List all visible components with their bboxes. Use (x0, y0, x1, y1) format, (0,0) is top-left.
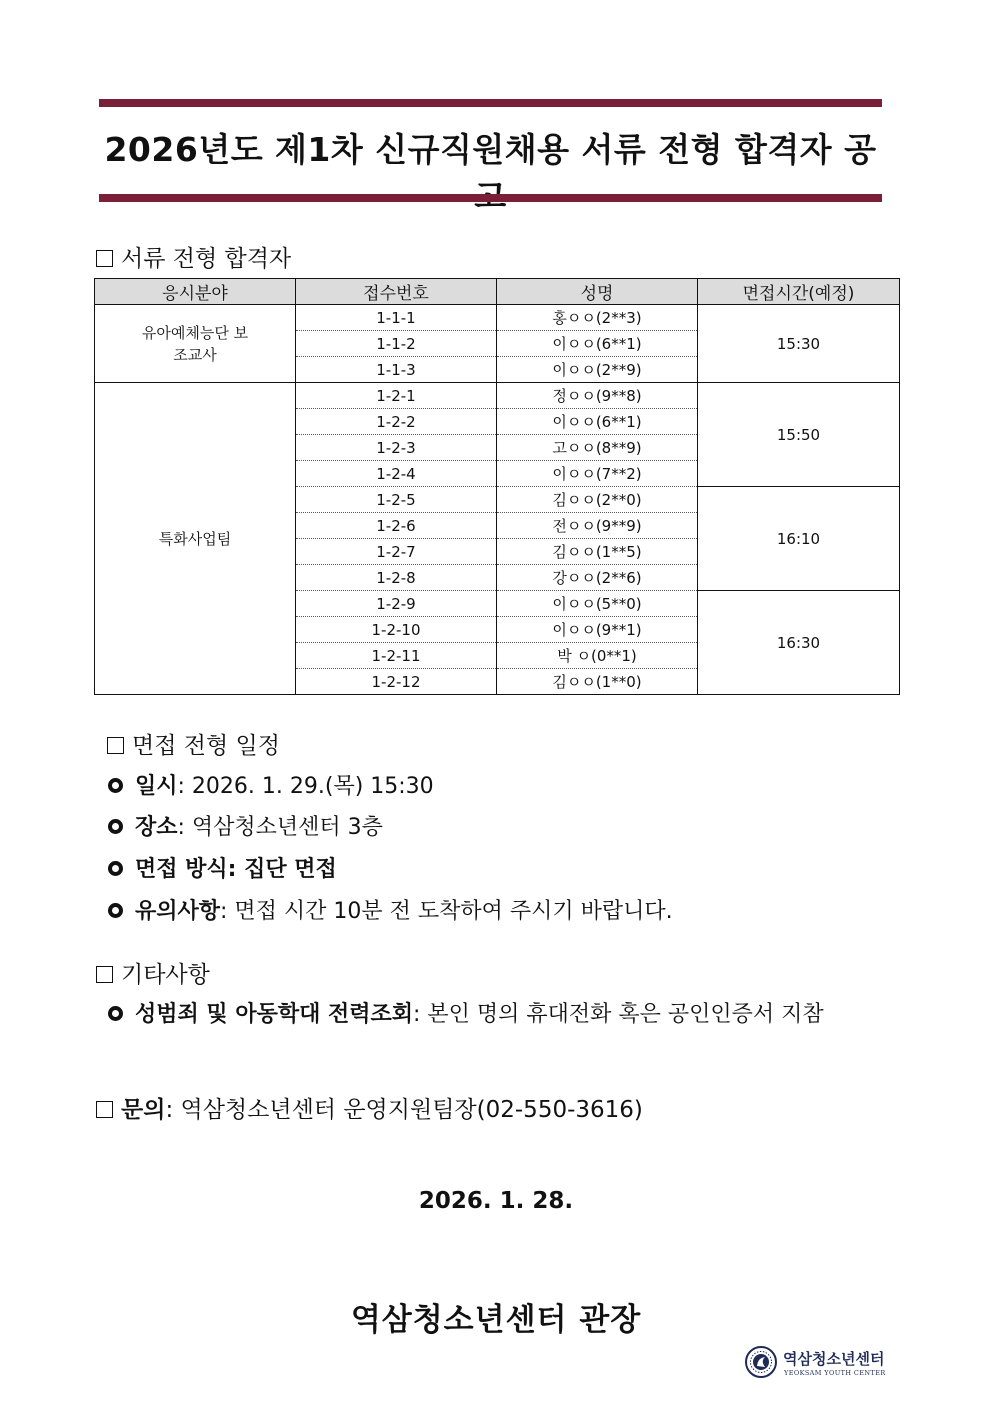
table-header-row (95, 279, 900, 305)
place-label: 장소 (135, 815, 178, 840)
number-cell: 1-2-1 (296, 383, 497, 409)
field-cell-special-projects: 특화사업팀 (95, 383, 296, 695)
header-field: 응시분야 (95, 279, 296, 305)
title-top-rule (99, 99, 882, 107)
contact-label: 문의 (121, 1097, 166, 1123)
time-cell: 15:30 (698, 305, 900, 383)
number-cell: 1-2-8 (296, 565, 497, 591)
number-cell: 1-2-2 (296, 409, 497, 435)
section-interview-label: 면접 전형 일정 (132, 733, 280, 759)
name-cell: 박 ㅇ(0**1) (497, 643, 698, 669)
date-value: : 2026. 1. 29.(목) 15:30 (177, 774, 434, 799)
name-cell: 정ㅇㅇ(9**8) (497, 383, 698, 409)
note-value: : 면접 시간 10분 전 도착하여 주시기 바랍니다. (220, 899, 673, 924)
checkbox-square-icon (96, 966, 113, 983)
number-cell: 1-2-4 (296, 461, 497, 487)
name-cell: 고ㅇㅇ(8**9) (497, 435, 698, 461)
ring-bullet-icon (108, 819, 123, 834)
name-cell: 이ㅇㅇ(6**1) (497, 331, 698, 357)
passers-table (94, 278, 900, 695)
name-cell: 김ㅇㅇ(1**0) (497, 669, 698, 695)
number-cell: 1-2-6 (296, 513, 497, 539)
number-cell: 1-1-1 (296, 305, 497, 331)
interview-date-item (108, 769, 434, 800)
center-emblem-icon (745, 1346, 777, 1378)
name-cell: 강ㅇㅇ(2**6) (497, 565, 698, 591)
page-title: 2026년도 제1차 신규직원채용 서류 전형 합격자 공 (104, 130, 877, 169)
background-check-value: : 본인 명의 휴대전화 혹은 공인인증서 지참 (413, 1002, 824, 1027)
name-cell: 홍ㅇㅇ(2**3) (497, 305, 698, 331)
time-cell: 16:30 (698, 591, 900, 695)
number-cell: 1-1-2 (296, 331, 497, 357)
note-label: 유의사항 (135, 899, 221, 924)
name-cell: 이ㅇㅇ(5**0) (497, 591, 698, 617)
time-cell: 15:50 (698, 383, 900, 487)
checkbox-square-icon (96, 1101, 113, 1118)
interview-note-item (108, 894, 673, 925)
table-row (95, 383, 900, 409)
number-cell: 1-2-10 (296, 617, 497, 643)
interview-place-item (108, 810, 383, 841)
ring-bullet-icon (108, 778, 123, 793)
number-cell: 1-2-3 (296, 435, 497, 461)
notice-date: 2026. 1. 28. (418, 1188, 574, 1214)
table-row (95, 305, 900, 331)
background-check-item (108, 997, 824, 1028)
contact-value: : 역삼청소년센터 운영지원팀장(02-550-3616) (165, 1097, 643, 1123)
header-name: 성명 (497, 279, 698, 305)
interview-method-item (108, 852, 337, 883)
field-cell-early-childhood (95, 305, 296, 383)
name-cell: 전ㅇㅇ(9**9) (497, 513, 698, 539)
name-cell: 김ㅇㅇ(1**5) (497, 539, 698, 565)
title-bottom-rule (99, 194, 882, 202)
checkbox-square-icon (96, 250, 113, 267)
signer-title: 역삼청소년센터 관장 (350, 1302, 642, 1338)
time-cell: 16:10 (698, 487, 900, 591)
place-value: : 역삼청소년센터 3층 (177, 815, 383, 840)
header-time: 면접시간(예정) (698, 279, 900, 305)
method-label: 면접 방식 (135, 857, 228, 882)
name-cell: 이ㅇㅇ(2**9) (497, 357, 698, 383)
date-label: 일시 (135, 774, 178, 799)
contact-line (96, 1091, 643, 1124)
background-check-label: 성범죄 및 아동학대 전력조회 (135, 1002, 414, 1027)
name-cell: 이ㅇㅇ(9**1) (497, 617, 698, 643)
name-cell: 이ㅇㅇ(7**2) (497, 461, 698, 487)
checkbox-square-icon (107, 737, 124, 754)
number-cell: 1-2-12 (296, 669, 497, 695)
name-cell: 김ㅇㅇ(2**0) (497, 487, 698, 513)
number-cell: 1-2-7 (296, 539, 497, 565)
ring-bullet-icon (108, 903, 123, 918)
method-value: : 집단 면접 (227, 857, 337, 882)
section-passers-label: 서류 전형 합격자 (121, 246, 292, 272)
section-etc-heading (96, 956, 210, 989)
logo-name: 역삼청소년센터 (783, 1350, 885, 1368)
field-text: 유아예체능단 보조교사 (141, 323, 249, 364)
number-cell: 1-2-11 (296, 643, 497, 669)
header-number: 접수번호 (296, 279, 497, 305)
section-passers-heading (96, 240, 291, 273)
number-cell: 1-2-5 (296, 487, 497, 513)
name-cell: 이ㅇㅇ(6**1) (497, 409, 698, 435)
ring-bullet-icon (108, 1006, 123, 1021)
section-etc-label: 기타사항 (121, 962, 210, 988)
number-cell: 1-1-3 (296, 357, 497, 383)
logo-english-name: YEOKSAM YOUTH CENTER (784, 1369, 886, 1377)
number-cell: 1-2-9 (296, 591, 497, 617)
section-interview-heading (107, 727, 280, 760)
ring-bullet-icon (108, 861, 123, 876)
center-logo (745, 1346, 895, 1382)
